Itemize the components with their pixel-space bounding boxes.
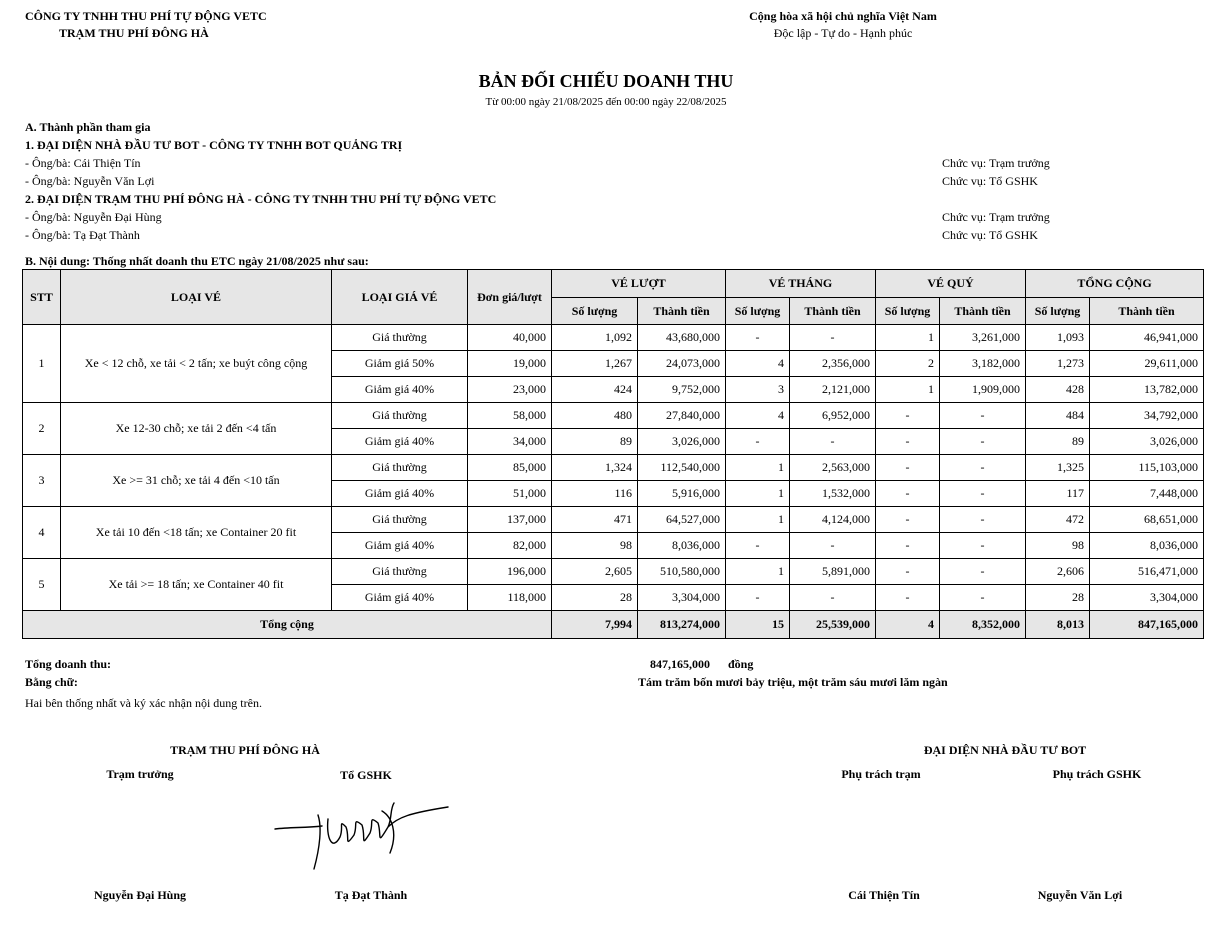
loai-gia-ve-cell: Giảm giá 40% [332, 585, 468, 611]
value-cell: - [876, 559, 940, 585]
value-cell: 5,891,000 [790, 559, 876, 585]
value-cell: 1,324 [552, 455, 638, 481]
value-cell: 6,952,000 [790, 403, 876, 429]
value-cell: 85,000 [468, 455, 552, 481]
loai-gia-ve-cell: Giảm giá 40% [332, 533, 468, 559]
section-b-heading: B. Nội dung: Thống nhất doanh thu ETC ngày 21/08/2025 như sau: [25, 254, 369, 268]
value-cell: - [940, 585, 1026, 611]
signer-name: Nguyễn Văn Lợi [1037, 888, 1123, 902]
value-cell: 40,000 [468, 325, 552, 351]
col-stt: STT [23, 270, 61, 325]
value-cell: - [876, 429, 940, 455]
loai-gia-ve-cell: Giá thường [332, 559, 468, 585]
value-cell: - [790, 429, 876, 455]
loai-gia-ve-cell: Giảm giá 40% [332, 377, 468, 403]
value-cell: 116 [552, 481, 638, 507]
value-cell: 484 [1026, 403, 1090, 429]
loai-gia-ve-cell: Giá thường [332, 325, 468, 351]
value-cell: 8,036,000 [638, 533, 726, 559]
signer-name: Cái Thiện Tín [848, 888, 920, 902]
signer-role: Phụ trách trạm [841, 767, 921, 781]
words-value: Tám trăm bốn mươi bảy triệu, một trăm sáu mươi lăm ngàn [638, 675, 948, 689]
value-cell: 1,092 [552, 325, 638, 351]
value-cell: - [790, 585, 876, 611]
signer-name: Tạ Đạt Thành [334, 888, 408, 902]
value-cell: 1,093 [1026, 325, 1090, 351]
value-cell: 24,073,000 [638, 351, 726, 377]
motto: Độc lập - Tự do - Hạnh phúc [773, 26, 913, 40]
value-cell: - [790, 533, 876, 559]
value-cell: 1,325 [1026, 455, 1090, 481]
stt-cell: 4 [23, 507, 61, 559]
loai-gia-ve-cell: Giảm giá 40% [332, 481, 468, 507]
value-cell: 46,941,000 [1090, 325, 1204, 351]
value-cell: 471 [552, 507, 638, 533]
value-cell: 115,103,000 [1090, 455, 1204, 481]
value-cell: - [940, 481, 1026, 507]
value-cell: 1 [726, 481, 790, 507]
value-cell: 3,304,000 [638, 585, 726, 611]
company-name: CÔNG TY TNHH THU PHÍ TỰ ĐỘNG VETC [25, 9, 267, 23]
loai-gia-ve-cell: Giảm giá 40% [332, 429, 468, 455]
value-cell: 34,000 [468, 429, 552, 455]
col-so-luong: Số lượng [552, 298, 638, 325]
total-cell: 813,274,000 [638, 611, 726, 639]
stt-cell: 2 [23, 403, 61, 455]
value-cell: - [940, 533, 1026, 559]
value-cell: 3,026,000 [638, 429, 726, 455]
signer-role: Phụ trách GSHK [1052, 767, 1142, 781]
value-cell: 58,000 [468, 403, 552, 429]
member-name: - Ông/bà: Cái Thiện Tín [25, 156, 141, 170]
value-cell: 3 [726, 377, 790, 403]
value-cell: 13,782,000 [1090, 377, 1204, 403]
value-cell: - [876, 507, 940, 533]
col-don-gia: Đơn giá/lượt [468, 270, 552, 325]
value-cell: 2,606 [1026, 559, 1090, 585]
value-cell: 28 [552, 585, 638, 611]
revenue-label: Tổng doanh thu: [25, 657, 112, 671]
stt-cell: 3 [23, 455, 61, 507]
value-cell: 1 [726, 559, 790, 585]
value-cell: - [876, 585, 940, 611]
value-cell: 34,792,000 [1090, 403, 1204, 429]
value-cell: - [940, 455, 1026, 481]
member-name: - Ông/bà: Nguyễn Đại Hùng [25, 210, 162, 224]
value-cell: 112,540,000 [638, 455, 726, 481]
col-thanh-tien: Thành tiền [790, 298, 876, 325]
value-cell: 4,124,000 [790, 507, 876, 533]
value-cell: 4 [726, 351, 790, 377]
value-cell: - [726, 585, 790, 611]
value-cell: - [790, 325, 876, 351]
table-row [23, 325, 1204, 351]
group1-heading: 1. ĐẠI DIỆN NHÀ ĐẦU TƯ BOT - CÔNG TY TNHH BOT QUẢNG TRỊ [25, 138, 403, 152]
value-cell: 1 [876, 377, 940, 403]
col-ve-thang: VÉ THÁNG [726, 270, 876, 298]
value-cell: - [940, 429, 1026, 455]
nation-name: Cộng hòa xã hội chủ nghĩa Việt Nam [749, 9, 937, 23]
value-cell: 8,036,000 [1090, 533, 1204, 559]
value-cell: 82,000 [468, 533, 552, 559]
revenue-table [22, 269, 1204, 639]
signer-name: Nguyễn Đại Hùng [93, 888, 187, 902]
col-so-luong: Số lượng [1026, 298, 1090, 325]
stt-cell: 1 [23, 325, 61, 403]
table-row [23, 403, 1204, 429]
value-cell: 1,909,000 [940, 377, 1026, 403]
words-label: Bằng chữ: [25, 675, 78, 689]
value-cell: 118,000 [468, 585, 552, 611]
col-thanh-tien: Thành tiền [1090, 298, 1204, 325]
loai-gia-ve-cell: Giá thường [332, 507, 468, 533]
value-cell: 137,000 [468, 507, 552, 533]
value-cell: - [940, 559, 1026, 585]
col-ve-luot: VÉ LƯỢT [552, 270, 726, 298]
value-cell: 89 [552, 429, 638, 455]
value-cell: 7,448,000 [1090, 481, 1204, 507]
value-cell: - [876, 533, 940, 559]
member-role: Chức vụ: Tổ GSHK [942, 228, 1038, 242]
signer-role: Tổ GSHK [340, 768, 392, 782]
value-cell: 428 [1026, 377, 1090, 403]
value-cell: 516,471,000 [1090, 559, 1204, 585]
member-name: - Ông/bà: Nguyễn Văn Lợi [25, 174, 155, 188]
loai-ve-cell: Xe >= 31 chỗ; xe tải 4 đến <10 tấn [61, 455, 332, 507]
value-cell: 2,605 [552, 559, 638, 585]
col-thanh-tien: Thành tiền [638, 298, 726, 325]
value-cell: 4 [726, 403, 790, 429]
page-title: BẢN ĐỐI CHIẾU DOANH THU [478, 71, 734, 91]
total-cell: 4 [876, 611, 940, 639]
col-so-luong: Số lượng [726, 298, 790, 325]
value-cell: 9,752,000 [638, 377, 726, 403]
col-thanh-tien: Thành tiền [940, 298, 1026, 325]
value-cell: 5,916,000 [638, 481, 726, 507]
value-cell: 117 [1026, 481, 1090, 507]
group2-heading: 2. ĐẠI DIỆN TRẠM THU PHÍ ĐÔNG HÀ - CÔNG TY TNHH THU PHÍ TỰ ĐỘNG VETC [25, 192, 497, 206]
value-cell: - [726, 429, 790, 455]
loai-ve-cell: Xe 12-30 chỗ; xe tải 2 đến <4 tấn [61, 403, 332, 455]
col-ve-quy: VÉ QUÝ [876, 270, 1026, 298]
loai-gia-ve-cell: Giá thường [332, 403, 468, 429]
value-cell: - [726, 533, 790, 559]
value-cell: 1,273 [1026, 351, 1090, 377]
stt-cell: 5 [23, 559, 61, 611]
member-role: Chức vụ: Tổ GSHK [942, 174, 1038, 188]
value-cell: 64,527,000 [638, 507, 726, 533]
loai-gia-ve-cell: Giá thường [332, 455, 468, 481]
value-cell: 1 [726, 455, 790, 481]
station-name: TRẠM THU PHÍ ĐÔNG HÀ [59, 26, 209, 40]
revenue-currency: đồng [728, 657, 754, 671]
total-cell: 7,994 [552, 611, 638, 639]
value-cell: - [876, 403, 940, 429]
table-body [23, 325, 1204, 611]
value-cell: 27,840,000 [638, 403, 726, 429]
total-label: Tổng cộng [23, 611, 552, 639]
value-cell: 19,000 [468, 351, 552, 377]
value-cell: 3,182,000 [940, 351, 1026, 377]
value-cell: 89 [1026, 429, 1090, 455]
value-cell: 1 [876, 325, 940, 351]
table-row [23, 455, 1204, 481]
value-cell: - [876, 455, 940, 481]
value-cell: 472 [1026, 507, 1090, 533]
value-cell: 3,261,000 [940, 325, 1026, 351]
total-cell: 847,165,000 [1090, 611, 1204, 639]
value-cell: 1,267 [552, 351, 638, 377]
total-cell: 25,539,000 [790, 611, 876, 639]
left-signature-heading: TRẠM THU PHÍ ĐÔNG HÀ [170, 743, 320, 757]
value-cell: - [940, 507, 1026, 533]
table-row [23, 559, 1204, 585]
right-signature-heading: ĐẠI DIỆN NHÀ ĐẦU TƯ BOT [923, 743, 1087, 757]
signer-role: Trạm trưởng [106, 767, 174, 781]
value-cell: - [726, 325, 790, 351]
value-cell: 2,356,000 [790, 351, 876, 377]
total-row [23, 611, 1204, 639]
loai-ve-cell: Xe tải 10 đến <18 tấn; xe Container 20 fit [61, 507, 332, 559]
col-tong-cong: TỔNG CỘNG [1026, 270, 1204, 298]
table-row [23, 507, 1204, 533]
value-cell: 2,121,000 [790, 377, 876, 403]
value-cell: 510,580,000 [638, 559, 726, 585]
agreement-text: Hai bên thống nhất và ký xác nhận nội dung trên. [25, 696, 262, 710]
total-cell: 8,013 [1026, 611, 1090, 639]
value-cell: 2,563,000 [790, 455, 876, 481]
value-cell: 480 [552, 403, 638, 429]
value-cell: 23,000 [468, 377, 552, 403]
value-cell: 28 [1026, 585, 1090, 611]
value-cell: - [940, 403, 1026, 429]
total-cell: 15 [726, 611, 790, 639]
total-cell: 8,352,000 [940, 611, 1026, 639]
col-loai-ve: LOẠI VÉ [61, 270, 332, 325]
section-a-heading: A. Thành phần tham gia [25, 120, 151, 134]
col-so-luong: Số lượng [876, 298, 940, 325]
value-cell: 2 [876, 351, 940, 377]
member-role: Chức vụ: Trạm trưởng [942, 210, 1050, 224]
value-cell: 3,304,000 [1090, 585, 1204, 611]
value-cell: - [876, 481, 940, 507]
value-cell: 1 [726, 507, 790, 533]
value-cell: 51,000 [468, 481, 552, 507]
value-cell: 1,532,000 [790, 481, 876, 507]
member-role: Chức vụ: Trạm trưởng [942, 156, 1050, 170]
member-name: - Ông/bà: Tạ Đạt Thành [25, 228, 140, 242]
period: Từ 00:00 ngày 21/08/2025 đến 00:00 ngày 22/08/2025 [485, 96, 727, 108]
value-cell: 424 [552, 377, 638, 403]
value-cell: 3,026,000 [1090, 429, 1204, 455]
value-cell: 29,611,000 [1090, 351, 1204, 377]
revenue-value: 847,165,000 [650, 657, 710, 671]
loai-gia-ve-cell: Giảm giá 50% [332, 351, 468, 377]
value-cell: 98 [1026, 533, 1090, 559]
loai-ve-cell: Xe tải >= 18 tấn; xe Container 40 fit [61, 559, 332, 611]
col-loai-gia-ve: LOẠI GIÁ VÉ [332, 270, 468, 325]
value-cell: 98 [552, 533, 638, 559]
value-cell: 68,651,000 [1090, 507, 1204, 533]
handwritten-signature [270, 797, 450, 877]
value-cell: 196,000 [468, 559, 552, 585]
value-cell: 43,680,000 [638, 325, 726, 351]
loai-ve-cell: Xe < 12 chỗ, xe tải < 2 tấn; xe buýt công cộng [61, 325, 332, 403]
